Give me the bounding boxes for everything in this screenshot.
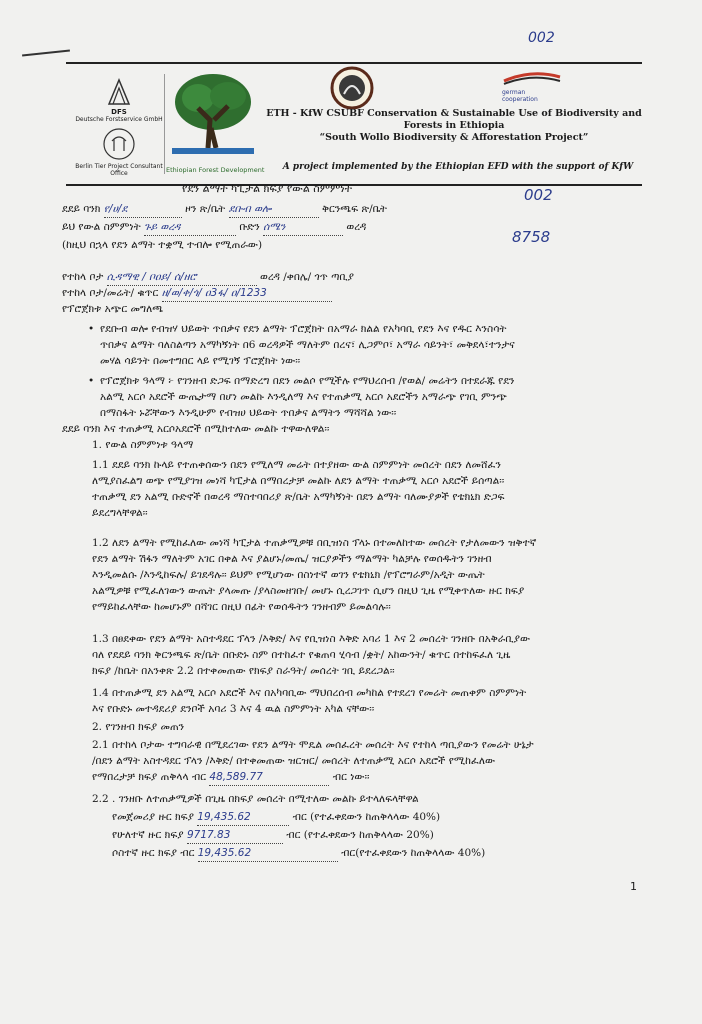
doc-title: የደን ልማት ካፒታል ክፍያ የውል ስምምነት: [182, 182, 353, 195]
payment-3: [112, 846, 485, 862]
line-contract: [62, 220, 366, 236]
fill-total: 48,589.77: [209, 770, 329, 786]
ethiopia-emblem-icon: [330, 66, 374, 110]
label-total-end: ብር ነው፡፡: [332, 771, 370, 783]
payment-3-label: ሶስተኛ ዙር ክፍያ ብር: [112, 847, 195, 859]
para-1-2-line-4: አልሚዎቹ የሚፈለገውን ውጤት ያላመጡ /ያላስመዘገቡ/ መሆኑ ሲረጋገጥ ሲሆን በዚህ ጊዜ የሚቀጥለው ዙር ክፍያ: [92, 585, 525, 597]
dfs-name: DFS: [111, 108, 127, 116]
header-implementation: A project implemented by the Ethiopian EFD with the support of KfW: [282, 162, 634, 172]
para-1-3-line-3: ክፍያ /ከቤት በአንቀጽ 2.2 በተቀመጠው የክፍያ ስራዓት/ መሰረት ገቢ ይደረጋል፡፡: [92, 665, 395, 677]
para-1-3-line-1: 1.3 በፀደቀው የደን ልማት አስተዳደር ፕላን /እቅድ/ እና የቢዝነስ እቅድ አባሪ 1 እና 2 መሰረት ገንዘቡ በአቅራቢያው: [92, 633, 531, 645]
header-title-line2: Forests in Ethiopia: [403, 120, 505, 131]
label-location-2: ወረዳ /ቀበሌ/ ጎጥ ጣቢያ: [260, 271, 354, 283]
seal-icon: [102, 127, 136, 161]
giz-logo: [502, 70, 562, 103]
pen-mark: [22, 49, 70, 56]
payment-1-note: ብር (የተፈቀደውን ከጠቅላላው 40%): [292, 811, 441, 823]
label-office: ቅርንጫፍ ጽ/ቤት: [321, 203, 387, 215]
para-2-1-line-1: 2.1 በተከላ ቦታው ተግባራዊ በሚደረገው የደን ልማት ሞዴል መሰፈረት መሰረት እና የተከላ ጣቢያውን የመሬት ሁኔታ: [92, 739, 534, 751]
line-group: [62, 202, 387, 218]
header-title-line1: ETH - KfW CSUBF Conservation & Sustainable Use of Biodiversity and: [266, 108, 642, 119]
payment-1-label: የመጀመሪያ ዙር ክፍያ: [112, 811, 194, 823]
payment-1: [112, 810, 440, 826]
handwritten-right-number: 002: [524, 186, 553, 204]
payment-2: [112, 828, 434, 844]
para-2-1-line-2: /በደን ልማት አስተዳደር ፕላን /እቅድ/ በተቀመጠው ዝርዝር/ መሰረት ለተጠቃሚ አርሶ አደሮች የሚከፈለው: [92, 755, 496, 767]
fill-zone: ደቡብ ወሎ: [229, 202, 319, 218]
para-1-1-line-2: ለሚያስፈልግ ወጭ የሚያገዝ መነሻ ካፒታል በማበረታቻ መልኩ ለደን ልማት ተጠቃሚ አርሶ አደሮች ይሰጣል፡፡: [92, 475, 505, 487]
intro-line: ደደይ ባንክ እና ተጠቃሚ አርሶአደሮች በሚከተለው መልኩ ተዋውለዋል፡፡: [62, 423, 330, 435]
section-1-heading: 1. የውል ስምምነቱ ዓላማ: [92, 439, 194, 451]
bullet-2-line-2: አልሚ አርሶ አደሮች ውጤታማ በሆነ መልኩ እንዲለማ እና የተጠቃሚ አርሶ አደሮችን አማራጭ የገቢ ምንጭ: [100, 391, 507, 403]
dfs-logo: [74, 74, 165, 177]
bullet-2-line-3: በማስፋት ኑሯቸውን እንዲሁም የብዝሀ ህይወት ጥበቃና ልማትን ማሻሻል ነው፡፡: [100, 407, 397, 419]
para-1-1-line-3: ተጠቃሚ ደን አልሚ ቡድኖች በወረዳ ማስተባበሪያ ጽ/ቤት አማካኝነት በደን ልማት ባለሙያዎች የቴክኒክ ድጋፍ: [92, 491, 505, 503]
dfs-caption: Berlin Tier Project Consultant Office: [75, 163, 163, 177]
payment-1-value: 19,435.62: [197, 810, 289, 826]
handwritten-top-number: 002: [528, 30, 555, 46]
bullet-1-line-3: መሃል ሳይንት በመተግበር ላይ የሚገኝ ፕሮጀክት ነው፡፡: [100, 355, 301, 367]
para-2-1-line-3: [92, 770, 369, 786]
flag-stripe-icon: [502, 71, 562, 85]
payment-2-value: 9717.83: [187, 828, 283, 844]
tree-logo-icon: [168, 68, 258, 158]
para-1-4-line-1: 1.4 በተጠቃሚ ደን አልሚ አርሶ አደሮች እና በአካባቢው ማህበረሰብ መካከል የተደረገ የመሬት መጠቀም ስምምነት: [92, 687, 527, 699]
fill-group: የ/ሀ/ደ: [104, 202, 182, 218]
para-1-4-line-2: እና የቡድኑ መተዳደሪያ ደንቦች አባሪ 3 እና 4 ዉል ስምምነት አካል ናቸው፡፡: [92, 703, 375, 715]
para-1-2-line-2: የደን ልማት ሽፋን ማለትም አገር በቀል እና ያልሆኑ/መጤ/ ዝርያዎችን ማልማት ካልቻሉ የወሰዱትን ገንዘብ: [92, 553, 492, 565]
label-total: የማበረታቻ ክፍያ ጠቅላላ ብር: [92, 771, 207, 783]
line-purpose: የፕሮጀክቱ አጭር መግለጫ: [62, 303, 164, 315]
payment-2-label: የሁለተኛ ዙር ክፍያ: [112, 829, 184, 841]
para-1-2-line-1: 1.2 ለደን ልማት የሚከፈለው መነሻ ካፒታል ተጠቃሚዎቹ በቢዝነስ ፕላኑ በተመለከተው መሰረት የታለመውን ዝቅተኛ: [92, 537, 537, 549]
para-1-3-line-2: ባለ የደደይ ባንክ ቅርንጫፍ ጽ/ቤት በቡድኑ ስም በተከፈተ የቁጠባ ሂሳብ /ቋት/ አከውንት/ ቁጥር በተከፍፈለ ጊዜ: [92, 649, 511, 661]
header-title: [266, 108, 642, 144]
line-paren: (ከዚህ በኋላ የደን ልማት ተቋሚ ተብሎ የሚጠራው): [62, 239, 263, 251]
label-team: ቡድን: [239, 221, 260, 233]
para-1-2-line-3: እንዲመልሱ /እንዲከፍሉ/ ይገደዳሉ፡፡ ይህም የሚሆነው በስነተኛ ወገን የቴክኒክ /የፕሮግራም/አዲት ውጤት: [92, 569, 485, 581]
para-1-1-line-1: 1.1 ደደይ ባንክ ኩላይ የተጠቀሰውን በደን የሚለማ መሬት በተያዘው ውል ስምምነት መሰረት በደን ለመሸፈን: [92, 459, 501, 471]
label-area: የተከላ ቦታ/መሬት/ ቁጥር: [62, 287, 159, 299]
bullet-2-line-1: • የፕሮጀክቱ ዓላማ ፦ የገንዘብ ድጋፍ በማድረግ በደን መልሶ የሚችሉ የማህረሰብ /የወል/ መሬትን በተደራጁ የደን: [100, 374, 514, 389]
line-area: [62, 286, 332, 302]
header-title-line3: “South Wollo Biodiversity & Afforestation Project”: [319, 132, 589, 143]
para-2-2: 2.2 . ገንዘቡ ለተጠቃሚዎች በጊዜ በክፍያ መሰረት በሚተለው መልኩ ይተላለፍላቸዋል: [92, 793, 419, 805]
label-wereda: ወረዳ: [346, 221, 367, 233]
letterhead: [66, 62, 642, 186]
payment-3-note: ብር(የተፈቀደውን ከጠቅላላው 40%): [341, 847, 486, 859]
dfs-emblem-icon: [99, 76, 139, 106]
fill-team: ሰሜን: [263, 220, 343, 236]
ethiopian-forest-caption: Ethiopian Forest Development: [166, 166, 265, 174]
para-1-1-line-4: ይደረግላቸዋል፡፡: [92, 507, 148, 519]
fill-area: ዘ/ወ/ቀ/ጎ/ ዐ3ፋ/ ዐ/1233: [162, 286, 332, 302]
label-contract: ይህ የውል ስምምነት: [62, 221, 141, 233]
page-number: 1: [630, 880, 637, 893]
fill-location: ሲዳማዊ / ቦዐይ/ ሰ/ዘሮ: [107, 270, 257, 286]
giz-label: german cooperation: [502, 89, 538, 103]
payment-3-value: 19,435.62: [198, 846, 338, 862]
dfs-fullname: Deutsche Forstservice GmbH: [75, 116, 163, 123]
section-2-heading: 2. የገንዘብ ክፍያ መጠን: [92, 721, 185, 733]
label-group: ደደይ ባንክ: [62, 203, 101, 215]
label-zone: ዞን ጽ/ቤት: [185, 203, 226, 215]
bullet-1-line-2: ጥበቃና ልማት ባለስልጣን አማካኝነት በ6 ወረዳዎች ማለትም በረና፣ ሊጋምቦ፣ አማራ ሳይንት፣ መቅደላ፣ተንታና: [100, 339, 515, 351]
fill-contract: ጉይ ወረዳ: [144, 220, 236, 236]
line-location: [62, 270, 354, 286]
label-location: የተከላ ቦታ: [62, 271, 104, 283]
handwritten-code: 8758: [512, 228, 551, 246]
payment-2-note: ብር (የተፈቀደውን ከጠቅላላው 20%): [286, 829, 434, 841]
bullet-1-line-1: • የደቡብ ወሎ የብዝሃ ህይወት ጥበቃና የደን ልማት ፕሮጀክት በአማራ ክልል የአካባቢ የደን እና የዱር እንስሳት: [100, 322, 506, 337]
para-1-2-line-5: የማይከፈላቸው ከመሆኑም በሻገር በዚህ በፊት የወሰዱትን ገንዘብም ይመልሳሉ፡፡: [92, 601, 391, 613]
